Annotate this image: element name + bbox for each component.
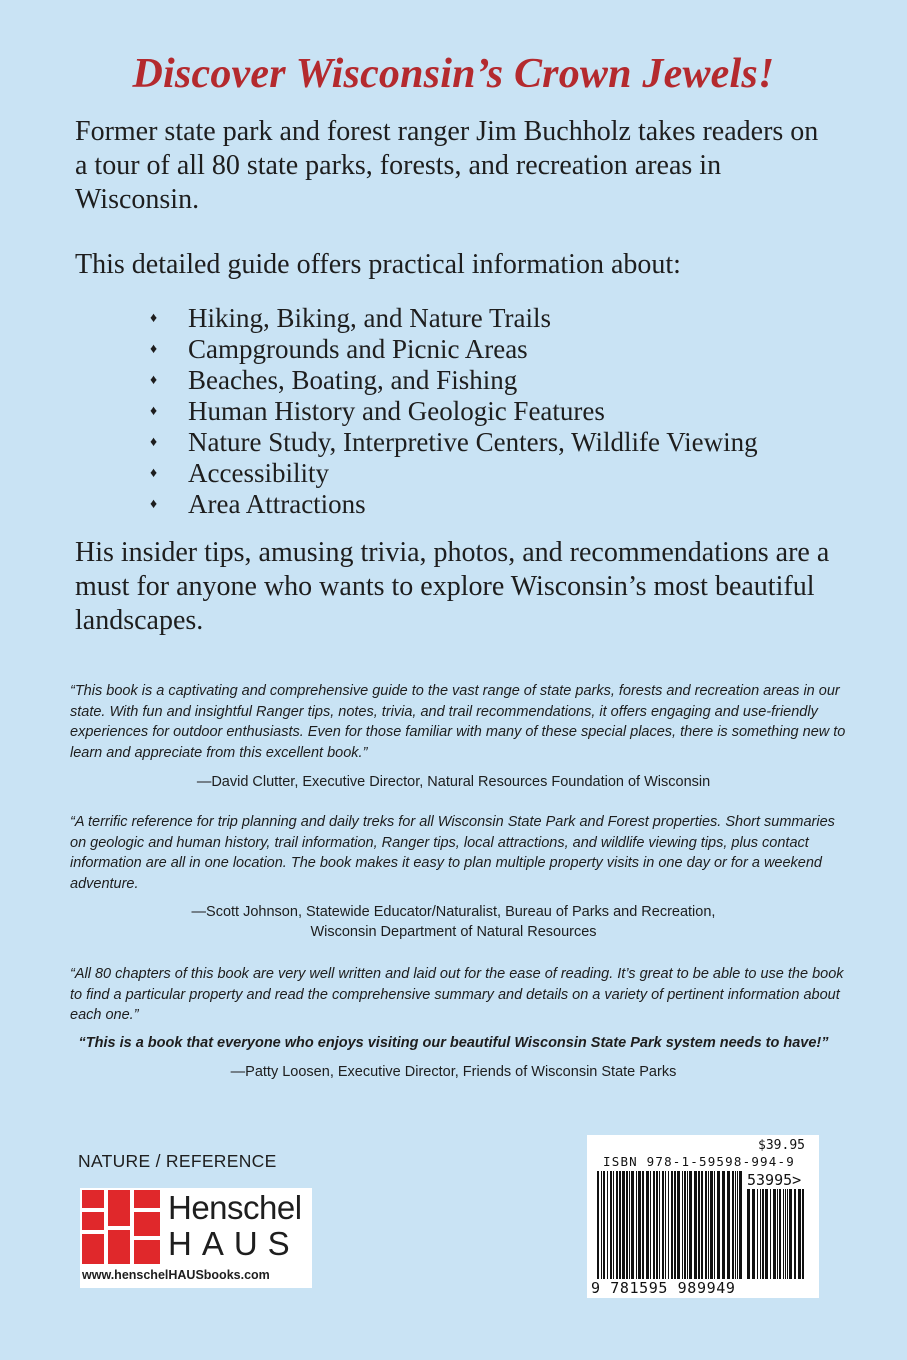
barcode-bar (701, 1171, 703, 1279)
list-item (150, 489, 870, 520)
review-attribution-2a: —Scott Johnson, Statewide Educator/Naturalist, Bureau of Parks and Recreation, (191, 904, 716, 920)
review-quote-1: “This book is a captivating and comprehensive guide to the vast range of state parks, forests and recreation areas in our state. With fun and insightful Ranger tips, notes, trivia, and trail recommendations, it offers engaging and use-friendly experiences for outdoor enthusiasts. Even for those familiar with many of these special places, there is something new to learn and appreciate from this excellent book.” (70, 683, 846, 761)
barcode-bar (752, 1189, 755, 1279)
barcode-bar (607, 1171, 608, 1279)
barcode-bar (671, 1171, 673, 1279)
review-quote-3: “All 80 chapters of this book are very well written and laid out for the ease of reading. It’s great to be able to use the book to find a particular property and read the comprehensive summary and details on a variety of pertinent information about each one.” (70, 966, 844, 1023)
diamond-bullet-icon: ♦ (150, 497, 158, 512)
barcode-bar (694, 1171, 697, 1279)
barcode-bar (603, 1171, 605, 1279)
feature-text: Area Attractions (188, 489, 366, 519)
list-item (150, 427, 870, 458)
barcode-bar (682, 1171, 683, 1279)
features-list (150, 303, 870, 520)
barcode-bar (789, 1189, 792, 1279)
barcode-bar (665, 1171, 666, 1279)
publisher-name-haus: HAUS (168, 1225, 300, 1262)
barcode-bar (646, 1171, 649, 1279)
publisher-name: Henschel (168, 1189, 302, 1226)
barcode-bar (798, 1189, 801, 1279)
barcode-bar (687, 1171, 688, 1279)
feature-text: Nature Study, Interpretive Centers, Wildlife Viewing (188, 427, 758, 457)
barcode-bar (802, 1189, 804, 1279)
barcode-bar (722, 1171, 725, 1279)
barcode-digits: 9 781595 989949 (591, 1279, 736, 1297)
price-label: $39.95 (758, 1138, 805, 1153)
barcode-bar (710, 1171, 713, 1279)
feature-text: Accessibility (188, 458, 329, 488)
barcode-bar (674, 1171, 676, 1279)
barcode-bar (698, 1171, 700, 1279)
feature-text: Campgrounds and Picnic Areas (188, 334, 528, 364)
barcode-bar (737, 1171, 738, 1279)
barcode-bar (662, 1171, 664, 1279)
barcode-bar (610, 1171, 612, 1279)
feature-text: Human History and Geologic Features (188, 396, 605, 426)
isbn-text: ISBN 978-1-59598-994-9 (603, 1154, 795, 1169)
barcode-bar (656, 1171, 658, 1279)
barcode-bar (708, 1171, 709, 1279)
barcode-bar (638, 1171, 641, 1279)
review-attribution-3: —Patty Loosen, Executive Director, Friends of Wisconsin State Parks (230, 1064, 677, 1080)
barcode-bar (717, 1171, 720, 1279)
review-attribution-1: —David Clutter, Executive Director, Natural Resources Foundation of Wisconsin (196, 774, 711, 790)
feature-text: Beaches, Boating, and Fishing (188, 365, 518, 395)
publisher-logo (80, 1188, 312, 1288)
price-addon-text: 53995> (747, 1171, 802, 1189)
barcode-bar (636, 1171, 637, 1279)
barcode-main-bars (597, 1171, 742, 1279)
diamond-bullet-icon: ♦ (150, 373, 158, 388)
barcode-bar (762, 1189, 764, 1279)
barcode-bar (779, 1189, 781, 1279)
barcode-bar (659, 1171, 660, 1279)
list-item (150, 458, 870, 489)
feature-text: Hiking, Biking, and Nature Trails (188, 303, 551, 333)
barcode-bar (760, 1189, 761, 1279)
barcode-bar (597, 1171, 599, 1279)
list-item (150, 365, 870, 396)
barcode-bar (619, 1171, 621, 1279)
review-attribution-2b: Wisconsin Department of Natural Resources (310, 924, 597, 940)
barcode-bar (684, 1171, 686, 1279)
barcode-addon-bars (747, 1189, 805, 1279)
barcode-bar (705, 1171, 707, 1279)
barcode-bar (714, 1171, 715, 1279)
barcode-bar (739, 1171, 742, 1279)
intro-paragraph: Former state park and forest ranger Jim Buchholz takes readers on a tour of all 80 state parks, forests, and recreation areas in Wisconsin. (75, 116, 819, 215)
barcode-bar (783, 1189, 784, 1279)
barcode-bar (794, 1189, 796, 1279)
barcode-bar (629, 1171, 630, 1279)
review-emphasis-3: “This is a book that everyone who enjoys visiting our beautiful Wisconsin State Park system needs to have!” (78, 1035, 829, 1051)
publisher-url: www.henschelHAUSbooks.com (82, 1268, 270, 1282)
barcode-bar (770, 1189, 771, 1279)
headline: Discover Wisconsin’s Crown Jewels! (132, 51, 775, 97)
closing-paragraph: His insider tips, amusing trivia, photos, and recommendations are a must for anyone who wants to explore Wisconsin’s most beautiful landscapes. (75, 537, 830, 636)
list-item (150, 303, 870, 334)
diamond-bullet-icon: ♦ (150, 435, 158, 450)
barcode-bar (642, 1171, 644, 1279)
barcode-bar (732, 1171, 734, 1279)
diamond-bullet-icon: ♦ (150, 466, 158, 481)
barcode-bar (653, 1171, 655, 1279)
review-quote-2: “A terrific reference for trip planning and daily treks for all Wisconsin State Park and Forest properties. Short summaries on geologic and human history, trail information, Ranger tips, local attractions, and wildlife viewing tips, plus contact information are all in one location. The book makes it easy to plan multiple property visits in one day or for a weekend adventure. (70, 814, 835, 892)
barcode-bar (773, 1189, 776, 1279)
features-lead: This detailed guide offers practical information about: (75, 249, 681, 280)
barcode-bar (757, 1189, 758, 1279)
barcode-bar (689, 1171, 692, 1279)
barcode-bar (787, 1189, 788, 1279)
barcode-bar (631, 1171, 634, 1279)
barcode-bar (677, 1171, 680, 1279)
publisher-mark-icon (80, 1188, 162, 1266)
barcode-bar (613, 1171, 614, 1279)
barcode-bar (601, 1171, 602, 1279)
list-item (150, 334, 870, 365)
category-label: NATURE / REFERENCE (78, 1151, 277, 1171)
barcode-bar (616, 1171, 618, 1279)
diamond-bullet-icon: ♦ (150, 342, 158, 357)
barcode-bar (668, 1171, 669, 1279)
diamond-bullet-icon: ♦ (150, 404, 158, 419)
isbn-barcode (587, 1135, 819, 1298)
barcode-bar (777, 1189, 778, 1279)
barcode-bar (626, 1171, 628, 1279)
barcode-bar (747, 1189, 750, 1279)
barcode-bar (727, 1171, 730, 1279)
diamond-bullet-icon: ♦ (150, 311, 158, 326)
barcode-bar (622, 1171, 625, 1279)
barcode-bar (650, 1171, 651, 1279)
list-item (150, 396, 870, 427)
barcode-bar (765, 1189, 768, 1279)
barcode-bar (735, 1171, 736, 1279)
barcode-bar (785, 1189, 786, 1279)
